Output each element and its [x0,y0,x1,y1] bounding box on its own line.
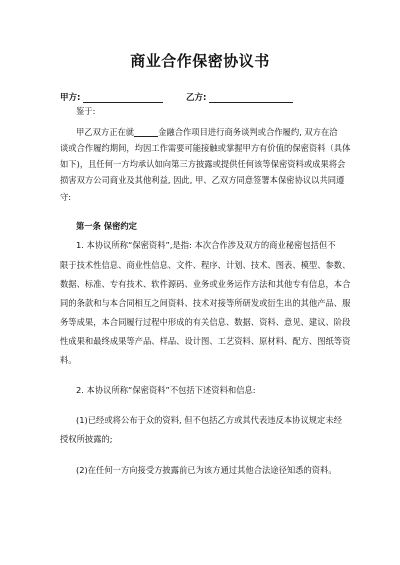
party-a-blank [83,93,163,103]
party-b-blank [209,93,293,103]
document-title: 商业合作保密协议书 [130,52,270,70]
clause-1-line: 限于技术性信息、商业性信息、文件、程序、计划、技术、图表、模型、参数、 [60,260,351,270]
exclusion-item-2: (2)在任何一方向接受方披露前已为该方通过其他合法途径知悉的资料。 [76,465,337,475]
preamble-line: 守: [60,192,72,202]
preamble-line: 如下)，且任何一方均承认如向第三方披露或提供任何该等保密资料或成果将会 [60,159,346,169]
clause-1-line: 同的条款和与本合同相互之间资料、技术对接等所研发或衍生出的其他产品、服 [60,298,351,308]
preamble-line: 谈或合作履约期间，均因工作需要可能接触或掌握甲方有价值的保密资料（具体 [60,143,351,153]
clause-1-line: 务等成果，本合同履行过程中形成的有关信息、数据、资料、意见、建议、阶段 [60,317,351,327]
project-name-blank [134,128,158,137]
clause-2: 2. 本协议所称“保密资料”不包括下述资料和信息: [76,385,256,395]
party-b-field [186,91,293,103]
party-a-field [60,91,163,103]
clause-1-line: 1. 本协议所称“保密资料”,是指: 本次合作涉及双方的商业秘密包括但不 [76,240,336,250]
party-a-label: 甲方: [60,93,81,103]
party-b-label: 乙方: [186,93,207,103]
clause-1-line: 性成果和最终成果等产品、样品、设计图、工艺资料、原材料、配方、图纸等资 [60,336,351,346]
clause-1-line: 数据、标准、专有技术、软件源码、业务或业务运作方法和其他专有信息，本合 [60,279,351,289]
preamble-line [76,128,338,137]
exclusion-item-1-line: 授权所披露的; [60,434,113,444]
clause-1-line: 料。 [60,355,77,365]
preamble-pre: 甲乙双方正在就 [76,127,135,138]
article-1-heading: 第一条 保密约定 [76,221,137,231]
preamble-post: 金融合作项目进行商务谈判或合作履约, 双方在洽 [158,127,338,138]
salutation: 鉴于: [76,106,96,116]
exclusion-item-1-line: (1)已经或将公布于众的资料, 但不包括乙方或其代表违反本协议规定未经 [76,415,342,425]
preamble-line: 损害双方公司商业及其他利益, 因此, 甲、乙双方同意签署本保密协议以共同遵 [60,175,345,185]
